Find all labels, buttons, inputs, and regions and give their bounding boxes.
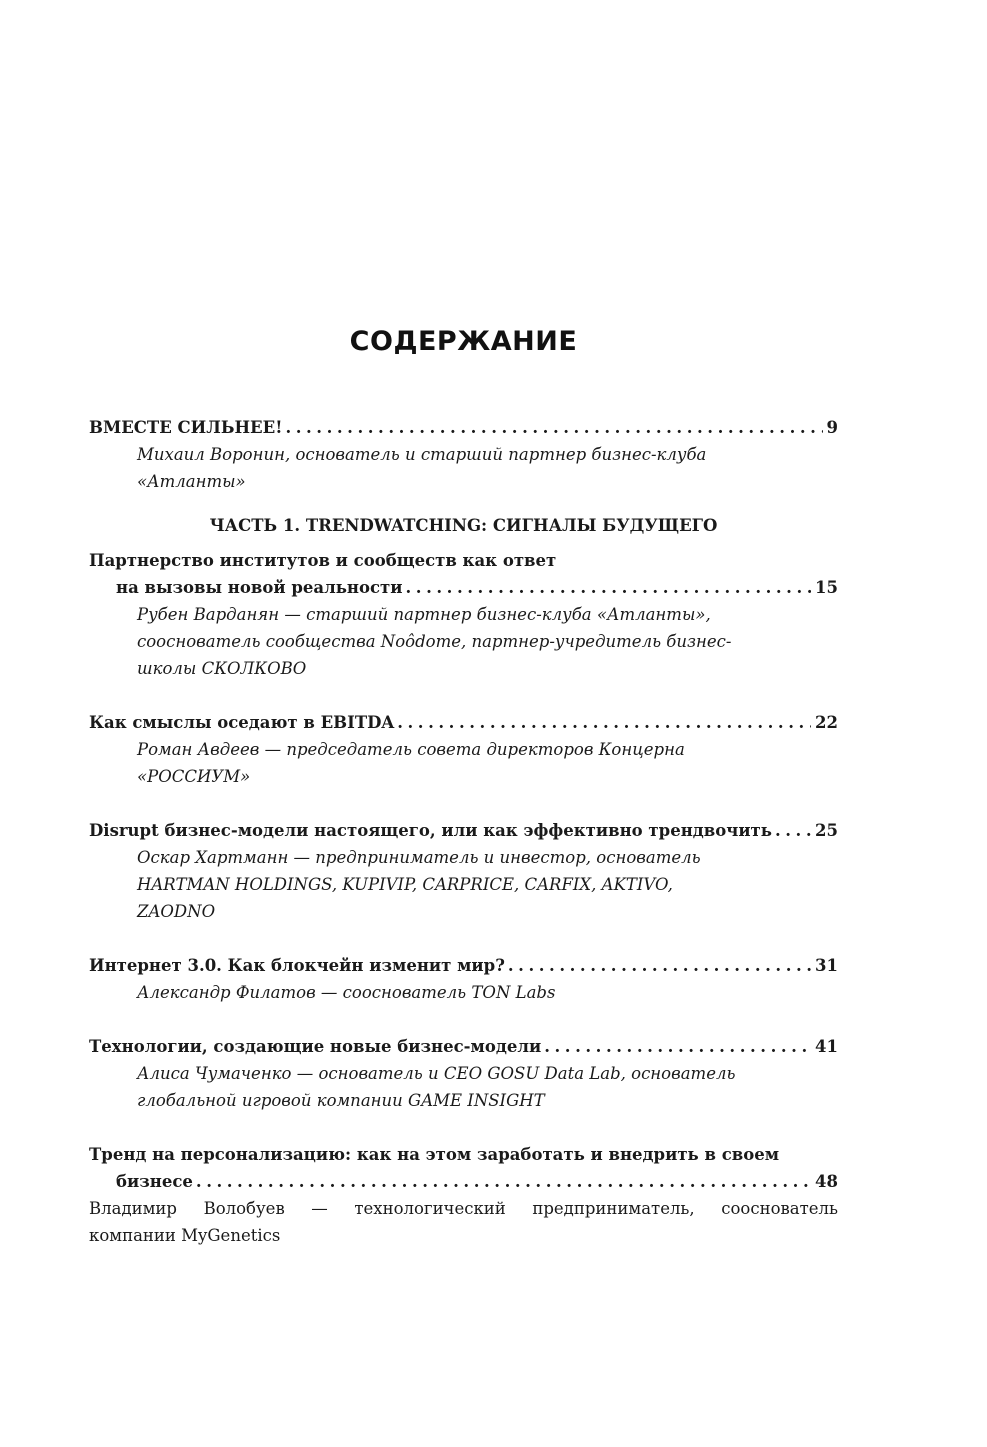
toc-page-number: 15 [815,578,838,597]
toc-entry [89,1033,838,1114]
toc-entry-author: компании MyGenetics [89,1226,281,1245]
toc-entry-line[interactable] [89,1033,838,1060]
toc-entry-author: Оскар Хартманн — предприниматель и инвестор, основатель [137,848,701,867]
toc-entry-title[interactable]: Тренд на персонализацию: как на этом заработать и внедрить в своем [89,1145,780,1164]
toc-entry [89,817,838,925]
toc-page-number: 41 [815,1037,838,1056]
spacer [89,925,838,952]
toc-entry-title: Как смыслы оседают в EBITDA [89,713,395,732]
toc-entry [89,414,838,495]
leader-dots [397,709,811,736]
toc-entry-author: глобальной игровой компании GAME INSIGHT [137,1091,545,1110]
toc-page-number: 9 [826,418,838,437]
page-title: СОДЕРЖАНИЕ [349,326,578,357]
toc-entry-author-line: Владимир Волобуев — технологический предприниматель, сооснователь [89,1199,838,1218]
toc-entry-author [89,1195,838,1222]
toc-entry-line[interactable] [89,574,838,601]
spacer [89,1114,838,1141]
toc-entry-line[interactable] [89,952,838,979]
toc-entry-author: Александр Филатов — сооснователь TON Labs [137,983,556,1002]
toc-page-number: 22 [815,713,838,732]
leader-dots [775,817,811,844]
toc-entry-line[interactable] [89,414,838,441]
leader-dots [285,414,822,441]
toc-entry-title[interactable]: Партнерство институтов и сообществ как ответ [89,551,557,570]
toc-page-number: 25 [815,821,838,840]
leader-dots [508,952,811,979]
toc-entry-author: школы СКОЛКОВО [137,659,307,678]
toc-list [89,414,838,1249]
toc-entry-author: сооснователь сообщества Noôdome, партнер-учредитель бизнес- [137,632,732,651]
toc-entry-title: на вызовы новой реальности [116,578,403,597]
toc-entry-author: ZAODNO [137,902,216,921]
toc-entry-line[interactable] [89,817,838,844]
leader-dots [196,1168,811,1195]
toc-page-number: 48 [815,1172,838,1191]
toc-entry [89,709,838,790]
toc-entry-line[interactable] [89,709,838,736]
toc-entry [89,1141,838,1249]
leader-dots [406,574,812,601]
toc-entry-author: Рубен Варданян — старший партнер бизнес-клуба «Атланты», [137,605,711,624]
toc-entry-author: Михаил Воронин, основатель и старший партнер бизнес-клуба [137,445,707,464]
toc-entry-line[interactable] [89,1168,838,1195]
spacer [89,790,838,817]
toc-entry-title: Интернет 3.0. Как блокчейн изменит мир? [89,956,505,975]
leader-dots [544,1033,811,1060]
toc-entry-author: «РОССИУМ» [137,767,251,786]
toc-entry-author: HARTMAN HOLDINGS, KUPIVIP, CARPRICE, CARFIX, AKTIVO, [137,875,673,894]
toc-entry [89,547,838,682]
toc-entry-title: ВМЕСТЕ СИЛЬНЕЕ! [89,418,283,437]
toc-entry-author: «Атланты» [137,472,246,491]
toc-entry [89,952,838,1006]
toc-entry-author: Алиса Чумаченко — основатель и CEO GOSU Data Lab, основатель [137,1064,736,1083]
toc-entry-title: Disrupt бизнес-модели настоящего, или как эффективно трендвочить [89,821,772,840]
part-heading: ЧАСТЬ 1. TRENDWATCHING: СИГНАЛЫ БУДУЩЕГО [209,516,718,535]
toc-entry-author: Роман Авдеев — председатель совета директоров Концерна [137,740,685,759]
toc-page-number: 31 [815,956,838,975]
toc-entry-title: Технологии, создающие новые бизнес-модели [89,1037,542,1056]
toc-entry-title: бизнесе [116,1172,193,1191]
spacer [89,1006,838,1033]
spacer [89,682,838,709]
